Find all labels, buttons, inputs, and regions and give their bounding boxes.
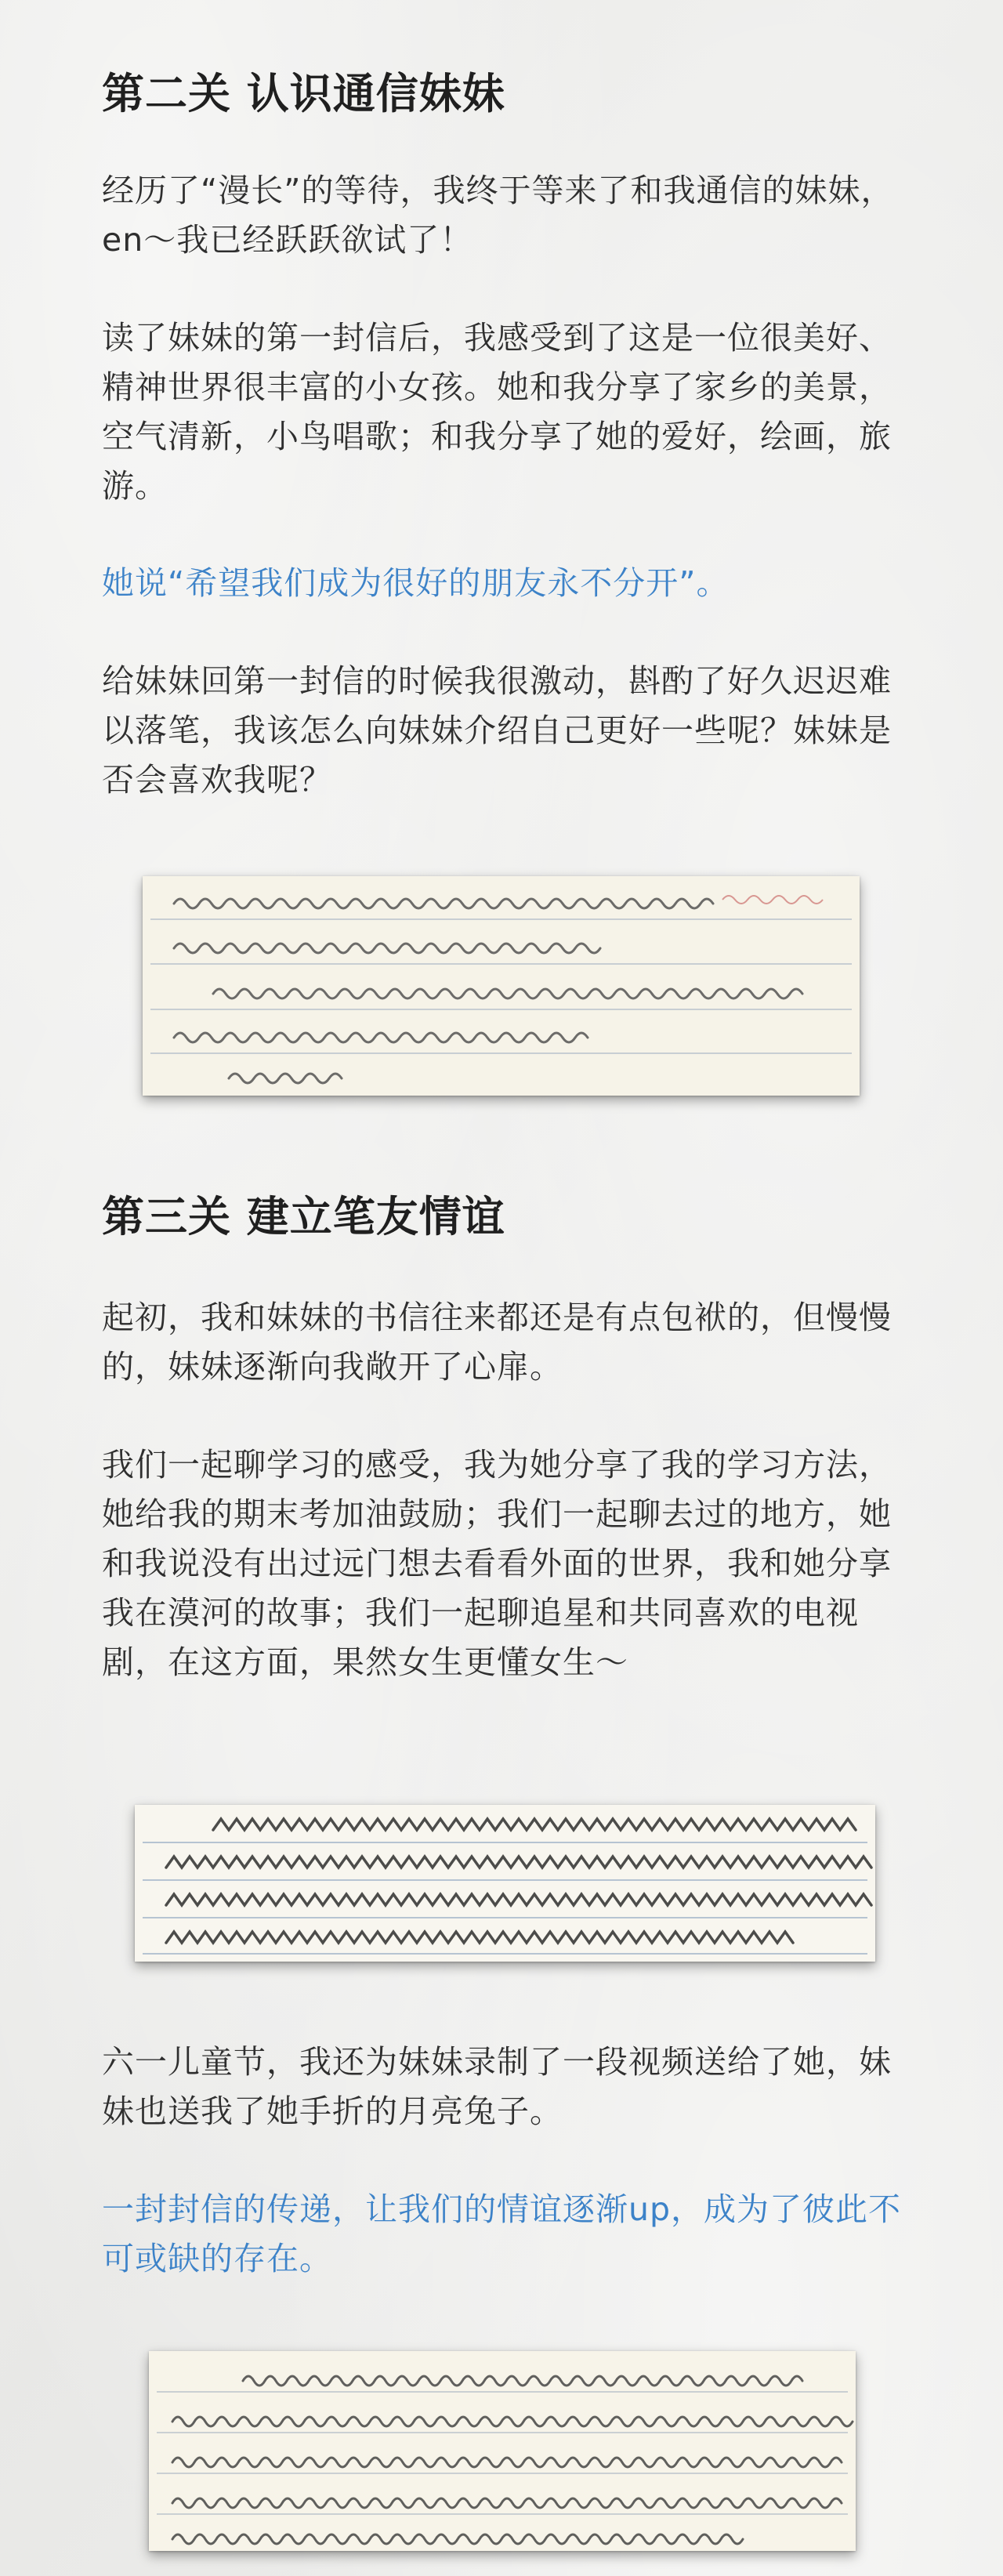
letter-scan-1 bbox=[143, 876, 860, 1096]
handwritten-letter-image bbox=[135, 1805, 875, 1962]
paragraph: 我们一起聊学习的感受，我为她分享了我的学习方法，她给我的期末考加油鼓励；我们一起聊去过的地方，她和我说没有出过远门想去看看外面的世界，我和她分享我在漠河的故事；我们一起聊追星和共同喜欢的电视剧，在这方面，果然女生更懂女生～ bbox=[102, 1446, 892, 1681]
highlight-quote: 她说“希望我们成为很好的朋友永不分开”。 bbox=[102, 564, 730, 602]
letter-scan-3 bbox=[149, 2351, 856, 2551]
section-title-stage-three: 第三关 建立笔友情谊 bbox=[102, 1192, 505, 1241]
letter-scan-2 bbox=[135, 1805, 875, 1962]
paragraph: 六一儿童节，我还为妹妹录制了一段视频送给了她，妹妹也送我了她手折的月亮兔子。 bbox=[102, 2043, 892, 2130]
paragraph: 读了妹妹的第一封信后，我感受到了这是一位很美好、精神世界很丰富的小女孩。她和我分享了家乡的美景，空气清新，小鸟唱歌；和我分享了她的爱好，绘画，旅游。 bbox=[102, 319, 892, 505]
highlight-closing: 一封封信的传递，让我们的情谊逐渐up，成为了彼此不可或缺的存在。 bbox=[102, 2190, 902, 2277]
paragraph: 起初，我和妹妹的书信往来都还是有点包袱的，但慢慢的，妹妹逐渐向我敞开了心扉。 bbox=[102, 1299, 892, 1386]
handwritten-letter-image bbox=[143, 876, 860, 1096]
section-title-stage-two: 第二关 认识通信妹妹 bbox=[102, 69, 505, 118]
handwritten-letter-image bbox=[149, 2351, 856, 2551]
paragraph: 经历了“漫长”的等待，我终于等来了和我通信的妹妹，en～我已经跃跃欲试了！ bbox=[102, 172, 894, 259]
paragraph: 给妹妹回第一封信的时候我很激动，斟酌了好久迟迟难以落笔，我该怎么向妹妹介绍自己更好一些呢？妹妹是否会喜欢我呢？ bbox=[102, 662, 892, 799]
